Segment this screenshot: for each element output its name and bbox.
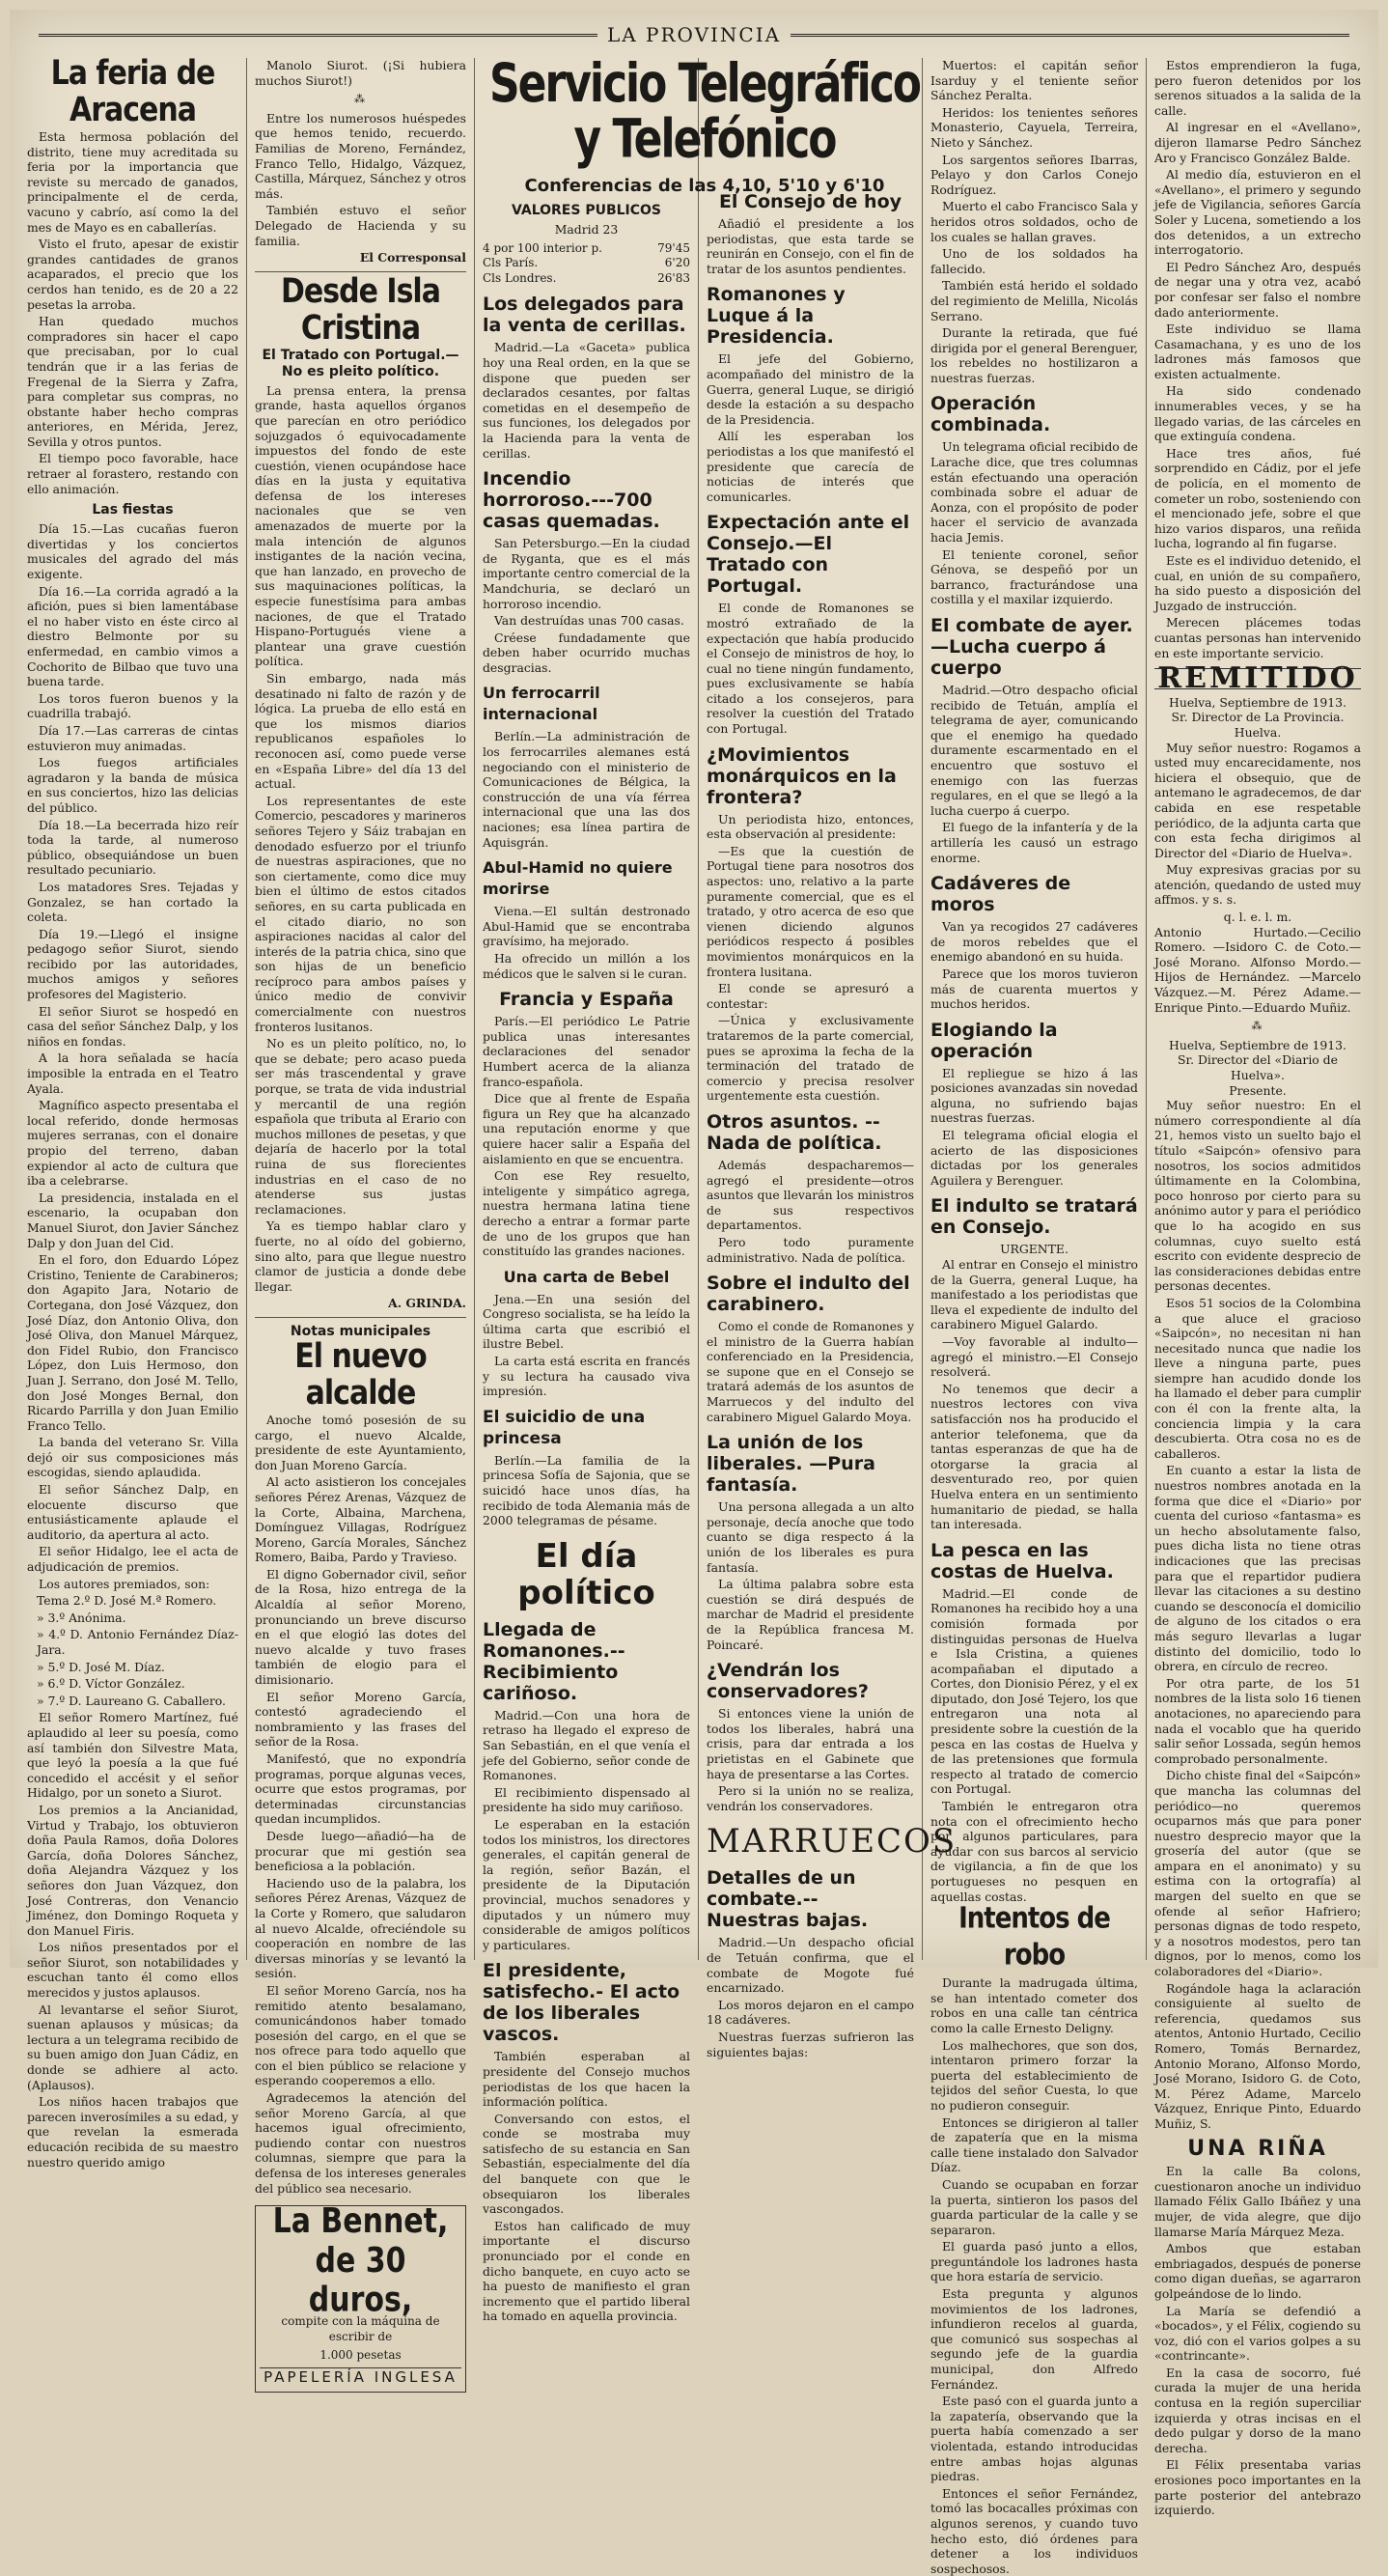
ad-line: compite con la máquina de escribir de [281, 2314, 440, 2343]
paragraph: Muy señor nuestro: Rogamos a usted muy encarecidamente, nos hiciera el obsequio, que de antemano le agradecemos, de dar cabida en ese respetable periódico, de la adjunta carta que con esta fecha dirigimos al Director del «Diario de Huelva». [1154, 740, 1361, 860]
cadaveres-text [930, 919, 1138, 1012]
robo-title: Intentos de robo [958, 1902, 1110, 1973]
paragraph: Este pasó con el guarda junto a la zapatería, observando que la puerta había comenzado a ser violentada, estando introducidas entre ambas hojas algunas piedras. [930, 2394, 1138, 2484]
paragraph: Los malhechores, que son dos, intentaron primero forzar la puerta del establecimiento de tejidos del señor Cuesta, lo que no pudieron conseguir. [930, 2037, 1138, 2113]
feria-title: La feria de Aracena [50, 53, 215, 130]
letter2-body [1154, 1098, 1361, 2131]
paragraph: Madrid.—Con una hora de retraso ha llegado el expreso de San Sebastián, en el que venía el jefe del Gobierno, señor conde de Romanones. [483, 1707, 690, 1783]
paragraph: También está herido el soldado del regimiento de Melilla, Nicolás Serrano. [930, 278, 1138, 323]
paragraph: El señor Moreno García, contestó agradeciendo el nombramiento y las frases del señor de la Rosa. [255, 1689, 466, 1750]
feria-after [27, 1710, 238, 2170]
masthead [29, 15, 1359, 54]
paragraph: El telegrama oficial elogia el acierto de las disposiciones dictadas por los generales Aguilera y Berenguer. [930, 1128, 1138, 1188]
letter2-to: Sr. Director del «Diario de Huelva». [1178, 1052, 1338, 1082]
paragraph: Haciendo uso de la palabra, los señores Pérez Arenas, Vázquez de la Corte y Romero, que saludaron al nuevo Alcalde, ofreciéndole su cooperación en nombre de las diversas minorías y se levantó la sesión. [255, 1875, 466, 1981]
satisfecho-text [483, 2049, 690, 2324]
paragraph: Al medio día, estuvieron en el «Avellano», el primero y segundo jefe de Vigilancia, señores García Soler y Lucena, sometiendo a los dos detenidos, a un extrecho interrogatorio. [1154, 167, 1361, 258]
vendran-title: ¿Vendrán los conservadores? [707, 1660, 869, 1703]
paragraph: Día 16.—La corrida agradó a la afición, pues si bien lamentábase el no haber visto en éste circo al diestro Belmonte por su enfermedad, en cambio vimos a Cochorito de Bilbao que tuvo una buena tarde. [27, 583, 238, 689]
paragraph: Ha sido condenado innumerables veces, y se ha llegado varias, de las cárceles en que extinguía condena. [1154, 383, 1361, 444]
union-title: La unión de los liberales. —Pura fantasía. [707, 1432, 875, 1497]
operacion-title: Operación combinada. [930, 393, 1051, 436]
paragraph: Van ya recogidos 27 cadáveres de moros rebeldes que el enemigo abandonó en su huida. [930, 919, 1138, 965]
paragraph: Tema 2.º D. José M.ª Romero. [37, 1593, 217, 1609]
paragraph: Desde luego—añadió—ha de procurar que mi gestión sea beneficiosa a la población. [255, 1828, 466, 1874]
letter1-closing: q. l. e. l. m. [1223, 910, 1292, 925]
paragraph: Madrid.—El conde de Romanones ha recibido hoy a una comisión formada por distinguidas personas de Huelva e Isla Cristina, a quienes acompañaban el diputado a Cortes, don Dionisio Pérez, y el ex diputado, don José Tejero, los que entregaron una nota al presidente sobre la cuestión de la pesca en las costas de Huelva y de las pretensiones que formula respecto al tratado de comercio con Portugal. [930, 1585, 1139, 1797]
paragraph: Por otra parte, de los 51 nombres de la lista solo 16 tienen anotaciones, no apareciendo para nada el vocablo que ha querido salir señor Lossada, según hemos comprobado personalmente. [1154, 1675, 1361, 1766]
ornament-divider: ⁂ [354, 93, 367, 106]
paragraph: También esperaban al presidente del Consejo muchos periodistas de los que hacen la información política. [483, 2049, 690, 2110]
paragraph: Al entrar en Consejo el ministro de la Guerra, general Luque, ha manifestado a los periodistas que lleva el expediente de indulto del carabinero Miguel Galardo. [930, 1257, 1138, 1332]
paragraph: No tenemos que decir a nuestros lectores con viva satisfacción nos ha producido el anterior telefonema, que da tantas esperanzas de que ha de otorgarse la gracia al desventurado reo, por quien Huelva entera en un sentimiento humanitario de piedad, se halla tan interesada. [930, 1381, 1138, 1532]
letter2-date: Huelva, Septiembre de 1913. [1169, 1037, 1346, 1052]
paragraph: Estos emprendieron la fuga, pero fueron detenidos por los serenos situados a la salida de la calle. [1154, 58, 1361, 118]
paragraph: » 7.º D. Laureano G. Caballero. [37, 1693, 226, 1708]
paragraph: La María se defendió a «bocados», y el Félix, cogiendo su voz, dió con el varios golpes a su «contrincante». [1154, 2303, 1361, 2364]
suicidio-text [483, 1453, 690, 1528]
paragraph: Han quedado muchos compradores sin hacer el capo que precisaban, por lo cual tendrán que ir a las ferias de Fregenal de la Sierra y Zafra, para completar sus compras, no obstante haber hecho compras anteriores, en Mérida, Jerez, Sevilla y otros puntos. [27, 314, 238, 449]
grinda-signature: A. GRINDA. [388, 1296, 466, 1311]
paragraph: Pero si la unión no se realiza, vendrán los conservadores. [707, 1783, 914, 1813]
paragraph: Como el conde de Romanones y el ministro de la Guerra habían conferenciado en la Presidencia, se supone que en el Consejo se tratará además de los asuntos de Marruecos y del indulto del carabinero Miguel Galardo Moya. [707, 1319, 914, 1424]
isla-text [255, 383, 466, 1295]
expectacion-text [707, 601, 914, 736]
valores-table [483, 241, 690, 287]
urgente-label: URGENTE. [1000, 1242, 1069, 1257]
paragraph: La prensa entera, la prensa grande, hasta aquellos órganos que parecían en otro periódico sojuzgados ó equivocadamente impuestos del fondo de este cuestión, vienen ocupándose hace días en la justa y equitativa defensa de los intereses nacionales que se ven amenazados de muerte por la mala intención de algunos instigantes de la nación vecina, que han lanzado, en provecho de sus maquinaciones políticas, la especie funestísima para ambas naciones, de que el Tratado Hispano-Portugués viene a plantear una grave cuestión política. [255, 382, 466, 669]
llegada-title: Llegada de Romanones.-- Recibimiento cariñoso. [483, 1618, 625, 1704]
combate-text [930, 683, 1138, 865]
movimientos-text [707, 812, 914, 1104]
paragraph: El digno Gobernador civil, señor de la Rosa, hizo entrega de la Alcaldía al señor Moreno, pronunciando un breve discurso en el que elogió las dotes del nuevo alcalde y tuvo frases también de elogio para el dimisionario. [255, 1566, 466, 1688]
paragraph: » 3.º Anónima. [37, 1610, 126, 1625]
llegada-text [483, 1708, 690, 1953]
ferro-text [483, 729, 690, 850]
paragraph: El fuego de la infantería y de la artillería les causó un estrago enorme. [930, 820, 1138, 865]
bajas-text [930, 58, 1138, 385]
paragraph: Estos han calificado de muy importante el discurso pronunciado por el conde en dicho banquete, en cuyo acto se ha puesto de manifiesto el gran incremento que el partido liberal ha tomado en aquella provincia. [483, 2218, 690, 2324]
paragraph: Conversando con estos, el conde se mostraba muy satisfecho de su estancia en San Sebastián, especialmente del día del banquete con que le obsequiaron los liberales vascongados. [483, 2111, 690, 2217]
abul-text [483, 904, 690, 981]
letter1-date: Huelva, Septiembre de 1913. [1169, 694, 1346, 710]
paragraph: El señor Romero Martínez, fué aplaudido al leer su poesía, como así también don Silvestre Mata, que leyó la poesía a la que fué concedido el accésit y el señor Hidalgo, por un soneto a Siurot. [27, 1710, 238, 1801]
incendio-text [483, 536, 690, 675]
paragraph: Añadió el presidente a los periodistas, que esta tarde se reunirán en Consejo, con el fin de tratar de los asuntos pendientes. [707, 216, 914, 276]
paragraph: También estuvo el señor Delegado de Hacienda y su familia. [255, 203, 466, 248]
valores-date: Madrid 23 [554, 222, 619, 237]
paragraph: Durante la madrugada última, se han intentado cometer dos robos en una calle tan céntrica como la calle Ernesto Deligny. [930, 1975, 1138, 2035]
paragraph: Día 18.—La becerrada hizo reír toda la tarde, al numeroso público, obsequiándose un buen resultado pecuniario. [27, 817, 238, 878]
union-text [707, 1499, 914, 1652]
detalles-title: Detalles de un combate.-- Nuestras bajas. [707, 1867, 869, 1932]
paragraph: París.—El periódico Le Patrie publica unas interesantes declaraciones del senador Humbert acerca de la alianza franco-española. [483, 1014, 690, 1089]
paragraph: Una persona allegada a un alto personaje, decía anoche que todo cuanto se diga respecto á la unión de los liberales es pura fantasía. [707, 1499, 914, 1575]
paragraph: El señor Hidalgo, lee el acta de adjudicación de premios. [27, 1544, 238, 1575]
paragraph: Muerto el cabo Francisco Sala y heridos otros soldados, ocho de los cuales se hallan graves. [930, 199, 1138, 244]
francia-title: Francia y España [499, 989, 674, 1011]
paragraph: Al ingresar en el «Avellano», dijeron llamarse Pedro Sánchez Aro y Francisco González Balde. [1154, 120, 1361, 165]
dia-politico-title: El día político [517, 1536, 655, 1612]
paragraph: Van destruídas unas 700 casas. [494, 613, 684, 629]
paragraph: El Félix presentaba varias erosiones poco importantes en la parte posterior del antebrazo izquierdo. [1154, 2457, 1361, 2518]
paragraph: Entre los numerosos huéspedes que hemos tenido, recuerdo. Familias de Moreno, Fernández, Franco Tello, Hidalgo, Vázquez, Castilla, Márquez, Sánchez y otros más. [255, 110, 466, 201]
paragraph: Además despacharemos—agregó el presidente—otros asuntos que llevarán los ministros de sus respectivos departamentos. [707, 1157, 914, 1233]
isla-subtitle: El Tratado con Portugal.—No es pleito político. [262, 347, 459, 379]
alcalde-text [255, 1413, 466, 2196]
paragraph: El tiempo poco favorable, hace retraer al forastero, restando con ello animación. [27, 451, 238, 496]
paragraph: Sin embargo, nada más desatinado ni falto de razón y de lógica. La prueba de ello está en que los mismos diarios republicanos españoles lo reconocen así, como puede verse en «España Libre» del día 13 del actual. [255, 671, 466, 792]
marruecos-title: MARRUECOS [707, 1822, 958, 1862]
paragraph: —Voy favorable al indulto—agregó el ministro.—El Consejo resolverá. [930, 1334, 1138, 1380]
abul-title: Abul-Hamid no quiere morirse [483, 858, 673, 899]
ferro-title: Un ferrocarril internacional [483, 684, 600, 724]
ad-footer: PAPELERÍA INGLESA [260, 2367, 461, 2386]
paragraph: Uno de los soldados ha fallecido. [930, 246, 1138, 276]
paragraph: El teniente coronel, señor Génova, se despeñó por un barranco, fracturándose una costilla y el maxilar izquierdo. [930, 546, 1138, 607]
delegados-title: Los delegados para la venta de cerillas. [483, 294, 686, 337]
valores-heading: VALORES PUBLICOS [511, 203, 662, 218]
paragraph: La banda del veterano Sr. Villa dejó oir sus composiciones más escogidas, siendo aplaudida. [27, 1435, 238, 1480]
paragraph: Hace tres años, fué sorprendido en Cádiz, por el jefe de policía, en el momento de cometer un robo, sosteniendo con el mencionado jefe, sobre el que hizo varios disparos, una reñida lucha, logrando al fin fugarse. [1154, 445, 1361, 551]
fiestas-text [27, 521, 238, 1591]
fiestas-heading: Las fiestas [92, 502, 174, 518]
detalles-text [707, 1935, 914, 2059]
paragraph: Con ese Rey resuelto, inteligente y simpático agrega, nuestra hermana latina tiene derecho a entrar a formar parte de uno de los grupos que han constituído las grandes naciones. [483, 1168, 690, 1259]
paragraph: Heridos: los tenientes señores Monasterio, Cayuela, Terreira, Nieto y Sánchez. [930, 104, 1138, 150]
incendio-title: Incendio horroroso.---700 casas quemadas. [483, 468, 660, 533]
cadaveres-title: Cadáveres de moros [930, 873, 1071, 916]
paragraph: En cuanto a estar la lista de nuestros nombres anotada en la forma que dice el «Diario» por cuenta del curioso «fantasma» es un hecho absolutamente falso, pues dicha lista no tiene otras indicaciones que las precisas para que el repartidor pudiera llevar las citaciones a su destino cuando se desconocía el domicilio de alguno de los citados o era más seguro llevarlas a lugar distinto del domicilio, todo lo obrera, en círculo de recreo. [1154, 1463, 1361, 1674]
letter1-place: Huelva. [1234, 724, 1282, 740]
remitido-title: REMITIDO [1154, 668, 1361, 689]
paragraph: Un telegrama oficial recibido de Larache dice, que tres columnas están efectuando una operación combinada sobre el aduar de Aonza, con el propósito de poder hacer el servicio de avanzada hacia Jemis. [930, 439, 1138, 546]
paragraph: Créese fundadamente que deben haber ocurrido muchas desgracias. [483, 630, 690, 675]
letter1-to: Sr. Director de La Provincia. [1171, 710, 1345, 725]
bebel-text [483, 1292, 690, 1399]
paragraph: La carta está escrita en francés y su lectura ha causado viva impresión. [483, 1354, 690, 1399]
paragraph: Manolo Siurot. (¡Si hubiera muchos Siurot!) [255, 58, 466, 88]
paragraph: Berlín.—La administración de los ferrocarriles alemanes está negociando con el ministerio de Comunicaciones de Bélgica, la construcción de una vía férrea internacional que una las dos naciones; esa línea partira de Aquisgrán. [483, 729, 690, 850]
paragraph: Manifestó, que no expondría programas, porque algunas veces, ocurre que estos programas, por determinadas circunstancias quedan incumplidos. [255, 1751, 466, 1827]
paragraph: Ya es tiempo hablar claro y fuerte, no al oído del gobierno, sino alto, para que llegue nuestro clamor de justicia a donde debe llegar. [255, 1218, 466, 1294]
paragraph: La presidencia, instalada en el escenario, la ocupaban don Manuel Siurot, don Javier Sánchez Dalp y don Juan del Cid. [27, 1190, 238, 1250]
paragraph: Esta hermosa población del distrito, tiene muy acreditada su feria por la importancia que reviste su mercado de ganados, principalmente el de cerda, vacuno y cabrío, así como la del mes de Mayo es en caballerías. [27, 129, 238, 235]
paragraph: También le entregaron otra nota con el ofrecimiento hecho por algunos particulares, para ayudar con sus barcos al servicio de vigilancia, a fin de que los portugueses no pesquen en aquellas costas. [930, 1799, 1138, 1904]
columns [19, 52, 1369, 2576]
paragraph: La última palabra sobre esta cuestión se dirá después de marchar de Madrid el presidente de la República francesa M. Poincaré. [707, 1577, 914, 1652]
bennet-ad [255, 2200, 466, 2392]
paragraph: El conde de Romanones se mostró extrañado de la expectación que había producido el Consejo de ministros de hoy, lo cual no tiene ningún fundamento, pues exclusivamente se había citado a los consejeros, para resolver la cuestión del Tratado con Portugal. [707, 601, 914, 737]
paragraph: San Petersburgo.—En la ciudad de Ryganta, que es el más importante centro comercial de la Mandchuria, se declaró un horroroso incendio. [483, 536, 690, 611]
valores-row: Cls Londres. 26'83 [483, 270, 690, 285]
robo-text [930, 1975, 1138, 2576]
paragraph: Entonces el señor Fernández, tomó las bocacalles próximas con algunos serenos, y cuando tuvo hecho esto, dió órdenes para detener a los individuos sospechosos. [930, 2485, 1138, 2576]
paragraph: Dice que al frente de España figura un Rey que ha alcanzado una reputación enorme y que quiere hacer salir a España del aislamiento en que se encuentra. [483, 1091, 690, 1166]
paragraph: El guarda pasó junto a ellos, preguntándole los ladrones hasta que hora estaría de servicio. [930, 2239, 1138, 2284]
notas-heading: Notas municipales [290, 1323, 431, 1339]
paragraph: Parece que los moros tuvieron más de cuarenta muertos y muchos heridos. [930, 966, 1138, 1012]
paragraph: Entonces se dirigieron al taller de zapatería que en la misma calle tiene instalado don Salvador Díaz. [930, 2114, 1138, 2175]
paragraph: » 6.º D. Víctor González. [37, 1676, 185, 1692]
paragraph: El jefe del Gobierno, acompañado del ministro de la Guerra, general Luque, se dirigió desde la estación a su despacho de la Presidencia. [707, 351, 914, 427]
indulto-text [707, 1319, 914, 1424]
rule [255, 1317, 466, 1318]
paragraph: Magnífico aspecto presentaba el local referido, donde hermosas mujeres serranas, con el donaire propio del terreno, daban expiendor al acto de cultura que iba a celebrarse. [27, 1098, 238, 1189]
corresponsal-signature: El Corresponsal [359, 250, 466, 266]
paragraph: Visto el fruto, apesar de existir grandes cantidades de granos acaparados, el precio que los cerdos han tenido, es de 20 a 22 pesetas la arroba. [27, 237, 238, 312]
paragraph: Madrid.—La «Gaceta» publica hoy una Real orden, en la que se dispone que pueden ser declarados cesantes, por faltas cometidas en el desempeño de sus funciones, los delegados por la Hacienda para la venta de cerillas. [483, 340, 690, 461]
indulto-consejo-text [930, 1257, 1138, 1532]
banner-title: Servicio Telegráfico y Telefónico [488, 52, 921, 170]
column-2 [247, 58, 475, 2386]
paragraph: Un periodista hizo, entonces, esta observación al presidente: [707, 811, 914, 842]
paragraph: Este individuo se llama Casamachana, y es uno de los ladrones más famosos que existen actualmente. [1154, 322, 1361, 381]
pesca-title: La pesca en las costas de Huelva. [930, 1539, 1114, 1582]
feria-intro [27, 129, 238, 496]
siurot-ending [255, 58, 466, 88]
combate-title: El combate de ayer.—Lucha cuerpo á cuerpo [930, 615, 1133, 679]
paragraph: Los sargentos señores Ibarras, Pelayo y don Carlos Conejo Rodríguez. [930, 152, 1138, 197]
newspaper-page [10, 10, 1378, 2576]
satisfecho-title: El presidente, satisfecho.- El acto de los liberales vascos. [483, 1960, 680, 2046]
paragraph: Madrid.—Otro despacho oficial recibido de Tetuán, amplía el telegrama de ayer, comunicando que el enemigo ha quedado duramente escarmentado en el encuentro que sostuvo el enemigo con las fuerzas regulares, en el que se llegó a la lucha cuerpo á cuerpo. [930, 683, 1138, 818]
operacion-text [930, 439, 1138, 607]
telegraph-banner [483, 52, 927, 197]
expectacion-title: Expectación ante el Consejo.—El Tratado con Portugal. [707, 512, 910, 598]
paragraph: Los matadores Sres. Tejadas y Gonzalez, se han cortado la coleta. [27, 879, 238, 925]
paragraph: El recibimiento dispensado al presidente ha sido muy cariñoso. [483, 1784, 690, 1815]
ad-price: 1.000 pesetas [319, 2348, 402, 2363]
paragraph: En la calle Ba colons, cuestionaron anoche un individuo llamado Félix Gallo Ibáñez y una mujer, de vida alegre, que dijo llamarse María Márquez Meza. [1154, 2164, 1361, 2239]
paragraph: Durante la retirada, que fué dirigida por el general Berenguer, los rebeldes no hostilizaron a nuestras fuerzas. [930, 325, 1138, 385]
pesca-text [930, 1586, 1138, 1904]
francia-text [483, 1014, 690, 1259]
paragraph: Madrid.—Un despacho oficial de Tetuán confirma, que el combate de Mogote fué encarnizado. [707, 1935, 914, 1996]
isla-title: Desde Isla Cristina [281, 271, 440, 348]
paragraph: Este es el individuo detenido, el cual, en unión de su compañero, ha sido puesto a disposición del Juzgado de instrucción. [1154, 553, 1361, 613]
column-5 [923, 58, 1147, 2576]
paragraph: Esta pregunta y algunos movimientos de los ladrones, infundieron recelos al guarda, que comunicó sus sospechas al segundo jefe de la guardia municipal, don Alfredo Fernández. [930, 2286, 1138, 2392]
delegados-text [483, 340, 690, 461]
paragraph: No es un pleito político, no, lo que se debate; pero acaso pueda ser más trascendental y grave porque, se trata de vida industrial y mercantil de una región española que tributa al Erario con muchos millones de pesetas, y que dejaría de hacerlo por la total ruina de sus florecientes industrias en el caso de no atenderse sus justas reclamaciones. [255, 1036, 466, 1217]
column-4 [699, 58, 958, 2059]
paragraph: Los autores premiados, son: [39, 1576, 210, 1591]
paragraph: Muy señor nuestro: En el número correspondiente al día 21, hemos visto un suelto bajo el título «Saipcón» ofensivo para nosotros, los socios admitidos últimamente en la Colombina, poco honroso por cierto para su anónimo autor y para el periódico que lo ha acogido en sus columnas, cuyo suelto está escrito con evidente desprecio de las consideraciones debidas entre personas decentes. [1154, 1098, 1361, 1294]
consejo-text [707, 216, 914, 276]
column-6 [1147, 58, 1369, 2518]
ad-title: La Bennet, de 30 duros, [272, 2200, 449, 2321]
paragraph: Si entonces viene la unión de todos los liberales, habrá una crisis, para dar entrada a los prietistas en el Gabinete que haya de presentarse a las Cortes. [707, 1706, 914, 1781]
letter2-place: Presente. [1229, 1082, 1287, 1098]
paragraph: Los moros dejaron en el campo 18 cadáveres. [707, 1997, 914, 2028]
premios-list [27, 1593, 238, 1708]
bebel-title: Una carta de Bebel [503, 1267, 670, 1286]
paragraph: Los niños presentados por el señor Siurot, son notabilidades y escuchan tanto él como ellos merecidos y justos aplausos. [27, 1940, 238, 2001]
robo-continued [1154, 58, 1361, 660]
paragraph: Pero todo puramente administrativo. Nada de política. [707, 1234, 914, 1265]
elogiando-text [930, 1066, 1138, 1189]
paragraph: Día 15.—Las cucañas fueron divertidas y los conciertos musicales del agrado del más exigente. [27, 521, 238, 582]
paragraph: El repliegue se hizo á las posiciones avanzadas sin novedad alguna, no sufriendo bajas nuestras fuerzas. [930, 1065, 1138, 1126]
paragraph: —Única y exclusivamente trataremos de la parte comercial, pues se aproxima la fecha de la terminación del tratado de comercio y precisa resolver urgentemente esta cuestión. [707, 1013, 914, 1104]
valores-row: 4 por 100 interior p. 79'45 [483, 240, 690, 255]
paragraph: Allí les esperaban los periodistas a los que manifestó el presidente que carecía de noticias de interés que comunicarles. [707, 429, 914, 504]
paragraph: » 5.º D. José M. Díaz. [37, 1659, 165, 1674]
vendran-text [707, 1706, 914, 1813]
consejo-title: El Consejo de hoy [718, 191, 902, 212]
paragraph: Al levantarse el señor Siurot, suenan aplausos y músicas; da lectura a un telegrama recibido de su buen amigo don Juan Cádiz, en donde se adhiere al acto. (Aplausos). [27, 2002, 238, 2092]
paragraph: » 4.º D. Antonio Fernández Díaz-Jara. [37, 1627, 238, 1657]
romanones-text [707, 351, 914, 504]
banner-subtitle: Conferencias de las 4,10, 5'10 y 6'10 [524, 176, 885, 196]
huespedes-text [255, 111, 466, 248]
paragraph: Le esperaban en la estación todos los ministros, los directores generales, el capitán general de la región, señor Bazán, el presidente de la Diputación provincial, muchos senadores y diputados y un número muy considerable de amigos políticos y particulares. [483, 1816, 690, 1952]
paragraph: Anoche tomó posesión de su cargo, el nuevo Alcalde, presidente de este Ayuntamiento, don Juan Moreno García. [255, 1412, 466, 1472]
paragraph: Viena.—El sultán destronado Abul-Hamid que se encontraba gravísimo, ha mejorado. [483, 904, 690, 949]
movimientos-title: ¿Movimientos monárquicos en la frontera? [707, 743, 897, 808]
paragraph: —Es que la cuestión de Portugal tiene para nosotros dos aspectos: uno, relativo a la parte puramente comercial, que es el tratado, y otro acerca de eso que vienen diciendo algunos periódicos respecto á posibles movimientos monárquicos en la frontera lusitana. [707, 843, 914, 979]
column-1 [19, 53, 247, 2170]
romanones-title: Romanones y Luque á la Presidencia. [707, 284, 846, 349]
paragraph: Esos 51 socios de la Colombina a que aluce el gracioso «Saipcón», no necesitan ni han necesitado nunca que nadie los lleve a ninguna parte, pues siempre han acudido donde los ha llamado el deber para cumplir con él con la frente alta, la conciencia limpia y la cara descubierta. Otra cosa no es de caballeros. [1154, 1295, 1361, 1461]
paragraph: Ambos que estaban embriagados, después de ponerse como digan dueñas, se agarraron golpeándose de lo lindo. [1154, 2241, 1361, 2301]
paragraph: Dicho chiste final del «Saipcón» que mancha las columnas del periódico—no queremos ocuparnos más que para poner nuestro desprecio mayor que la grosería del autor (que se ampara en el anonimato) y su estima con la ortografía) al margen del suelto en que se ofende al señor Hafriero; personas dignas de todo respeto, y a nosotros modestos, pero tan dignos, por lo menos, como los colaboradores del «Diario». [1154, 1768, 1361, 1979]
paragraph: Día 19.—Llegó el insigne pedagogo señor Siurot, siendo recibido por las autoridades, muchos amigos y señores profesores del Magisterio. [27, 926, 238, 1002]
paragraph: Los representantes de este Comercio, pescadores y marineros señores Tejero y Sáiz trabajan en denodado esfuerzo por el triunfo de nuestras aspiraciones, que no son ciertamente, como dice muy bien el último de estos citados señores, en su carta publicada en el citado diario, no son aspiraciones nacidas al calor del interés de la patria chica, sino que son hijas de un beneficio recíproco para ambos países y único medio de convivir comercialmente con nuestros fronteros lusitanos. [255, 793, 466, 1034]
ornament-divider: ⁂ [1251, 1020, 1264, 1033]
paragraph: Los niños hacen trabajos que parecen inverosímiles a su edad, y que revelan la esmerada educación recibida de su maestro nuestro querido amigo [27, 2094, 238, 2170]
letter1-body [1154, 741, 1361, 909]
letter1-signers: Antonio Hurtado.—Cecilio Romero. —Isidoro C. de Coto.—José Morano. Alfonso Mordo.—Hijos de Hernández. —Marcelo Vázquez.—M. Pérez Adame.—Enrique Pinto.—Eduardo Muñiz. [1154, 924, 1361, 1015]
paragraph: En la casa de socorro, fué curada la mujer de una herida contusa en la región superciliar izquierda y otras incisas en el dedo pulgar y dorso de la mano derecha. [1154, 2365, 1361, 2455]
paragraph: Al acto asistieron los concejales señores Pérez Arenas, Vázquez de la Corte, Albaina, Marchena, Domínguez Villagas, Rodríguez Moreno, García Morales, Sánchez Romero, Baiba, Pardo y Travieso. [255, 1474, 466, 1565]
valores-row: Cls París. 6'20 [483, 256, 690, 270]
paragraph: El señor Sánchez Dalp, en elocuente discurso que entusiásticamente aplaude el auditorio, da apertura al acto. [27, 1482, 238, 1542]
paragraph: Día 17.—Las carreras de cintas estuvieron muy animadas. [27, 722, 238, 753]
paragraph: Muertos: el capitán señor Isarduy y el teniente señor Sánchez Peralta. [930, 58, 1138, 103]
paragraph: Los premios a la Ancianidad, Virtud y Trabajo, los obtuvieron doña Paula Ramos, doña Dolores García, doña Dolores Sánchez, doña Alejandra Vázquez y los señores don Juan Vázquez, don José Contreras, don Venancio Jiménez, don Domingo Roqueta y don Manuel Firis. [27, 1802, 238, 1938]
otros-text [707, 1158, 914, 1265]
paragraph: El conde se apresuró a contestar: [707, 981, 914, 1011]
paragraph: El Pedro Sánchez Aro, después de negar una y otra vez, acabó por confesar ser falso el nombre dado anteriormente. [1154, 259, 1361, 320]
paragraph: Nuestras fuerzas sufrieron las siguientes bajas: [707, 2029, 914, 2059]
paragraph: Muy expresivas gracias por su atención, quedando de usted muy affmos. y s. s. [1154, 862, 1361, 908]
paragraph: En el foro, don Eduardo López Cristino, Teniente de Carabineros; don Agapito Jara, Notario de Cortegana, don José Vázquez, don José Díaz, don Antonio Oliva, don José Oliva, don Manuel Márquez, don Fidel Rubio, don Francisco López, don Luis Hermoso, don Juan J. Serrano, don José M. Tello, don José Monges Bernal, don Ricardo Parrilla y don Juan Emilio Franco Tello. [27, 1252, 238, 1433]
paragraph: Rogándole haga la aclaración consiguiente al suelto de referencia, quedamos sus atentos, Antonio Hurtado, Cecilio Romero, Tomás Bernardez, Antonio Morano, Alfonso Mordo, José Morano, Isidoro G. de Coto, M. Pérez Adame, Marcelo Vázquez, Enrique Pinto, Eduardo Muñiz, S. [1154, 1980, 1361, 2131]
suicidio-title: El suicidio de una princesa [483, 1407, 646, 1448]
rina-title: UNA RIÑA [1187, 2136, 1328, 2161]
paragraph: Los fuegos artificiales agradaron y la banda de música en sus conciertos, hizo las delicias del público. [27, 755, 238, 815]
paragraph: Berlín.—La familia de la princesa Sofía de Sajonia, que se suicidó hace unos días, ha recibido de toda Alemania más de 2000 telegramas de pésame. [483, 1452, 690, 1528]
alcalde-title: El nuevo alcalde [294, 1336, 427, 1414]
paragraph: Agradecemos la atención del señor Moreno García, al que hacemos igual ofrecimiento, pudiendo contar con nuestros columnas, siempre que para la defensa de los intereses generales del público sea necesario. [255, 2090, 466, 2196]
paragraph: A la hora señalada se hacía imposible la entrada en el Teatro Ayala. [27, 1050, 238, 1096]
paragraph: Los toros fueron buenos y la cuadrilla trabajó. [27, 690, 238, 721]
indulto-consejo-title: El indulto se tratará en Consejo. [930, 1195, 1138, 1239]
paragraph: Jena.—En una sesión del Congreso socialista, se ha leído la última carta que escribió el ilustre Bebel. [483, 1291, 690, 1352]
paragraph: Merecen plácemes todas cuantas personas han intervenido en este importante servicio. [1154, 615, 1361, 660]
indulto-title: Sobre el indulto del carabinero. [707, 1273, 910, 1316]
elogiando-title: Elogiando la operación [930, 1019, 1058, 1062]
paragraph: El señor Siurot se hospedó en casa del señor Sánchez Dalp, y los niños en fondas. [27, 1003, 238, 1049]
masthead-title: LA PROVINCIA [606, 23, 782, 46]
paragraph: Cuando se ocupaban en forzar la puerta, sintieron los pasos del guarda particular de la calle y se separaron. [930, 2176, 1138, 2237]
paragraph: Ha ofrecido un millón a los médicos que le salven si le curan. [483, 951, 690, 981]
rina-text [1154, 2164, 1361, 2518]
paragraph: El señor Moreno García, nos ha remitido atento besalamano, comunicándonos haber tomado posesión del cargo, en el que se nos ofrece para todo aquello que con el bien público se relacione y esperando cooperemos a ello. [255, 1982, 466, 2088]
otros-title: Otros asuntos. --Nada de política. [707, 1110, 882, 1154]
